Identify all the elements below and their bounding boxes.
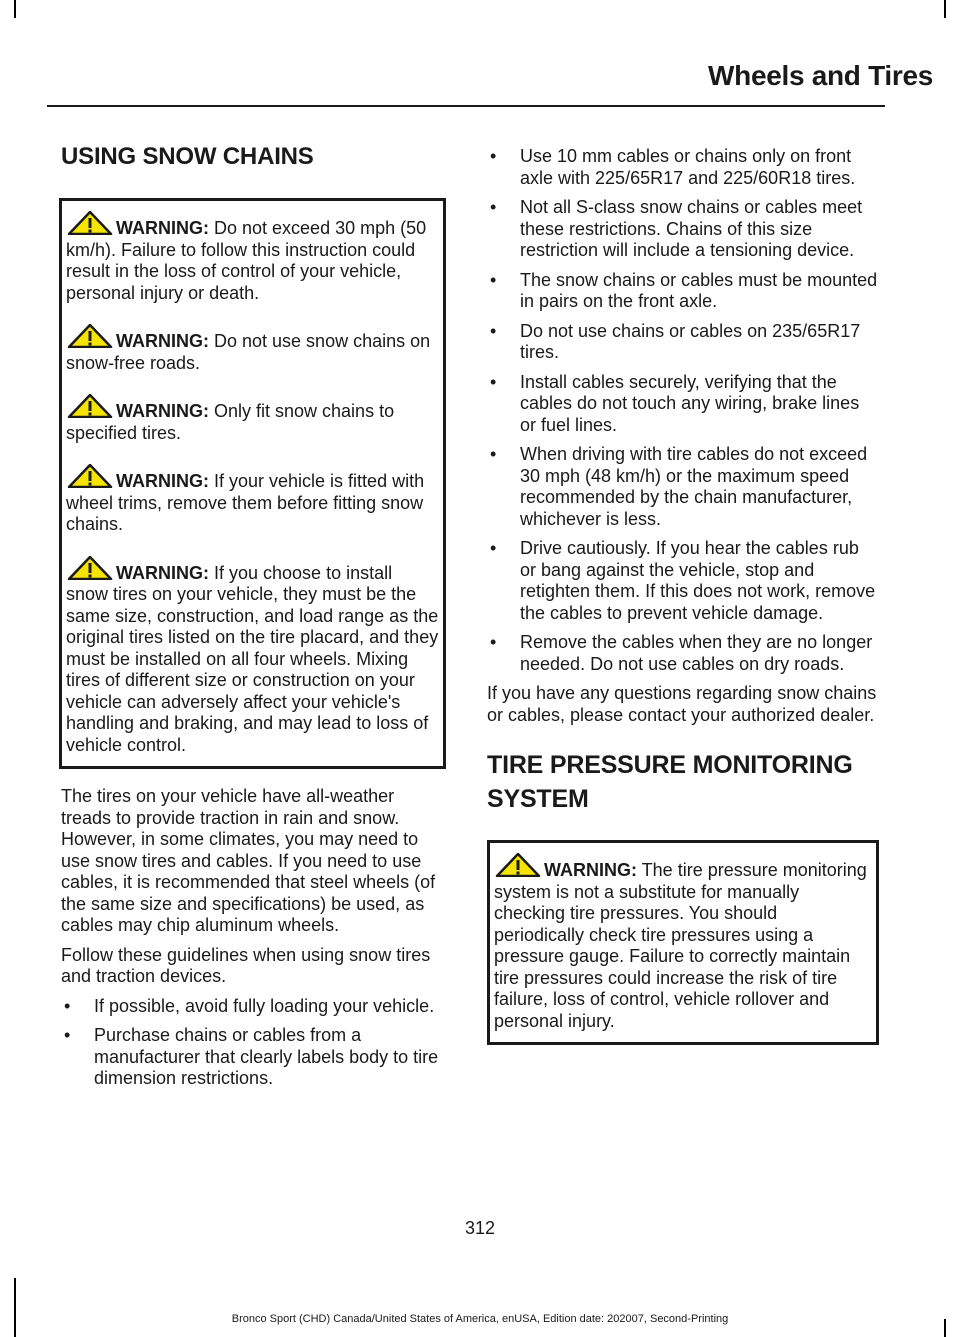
warning-triangle-icon: [66, 394, 114, 418]
crop-mark-top-left: [14, 0, 16, 18]
warning-label: WARNING:: [116, 471, 209, 491]
warning-text: If your vehicle is fitted with wheel trims, remove them before fitting snow chains.: [66, 471, 425, 534]
section-heading-snow-chains: USING SNOW CHAINS: [61, 143, 314, 170]
warning-triangle-icon: [66, 324, 114, 348]
warning-tpms: [494, 853, 872, 1032]
list-item: • Drive cautiously. If you hear the cables rub or bang against the vehicle, stop and retighten them. If this does not work, remove the cables to prevent vehicle damage.: [487, 538, 879, 624]
tpms-warning-box: [487, 840, 879, 1045]
warning-text: Do not exceed 30 mph (50 km/h). Failure to follow this instruction could result in the loss of control of your vehicle, personal injury or death.: [66, 218, 427, 303]
list-item: • Remove the cables when they are no longer needed. Do not use cables on dry roads.: [487, 632, 879, 675]
paragraph-all-weather-treads: The tires on your vehicle have all-weather treads to provide traction in rain and snow. However, in some climates, you may need to use snow tires and cables. If you need to use cables, it is recommended that steel wheels (of the same size and specifications) be used, as cables may chip aluminum wheels.: [61, 786, 436, 935]
warning-text: If you choose to install snow tires on your vehicle, they must be the same size, construction, and load range as the original tires listed on the tire placard, and they must be installed on all four wheels. Mixing tires of different size or construction on your vehicle can adversely affect your vehicle's handling and braking, and may lead to loss of vehicle control.: [66, 562, 439, 755]
guidelines-list-right: [487, 146, 879, 675]
warning-triangle-icon: [66, 211, 114, 235]
list-item: • Install cables securely, verifying that the cables do not touch any wiring, brake lines or fuel lines.: [487, 372, 879, 437]
section-heading-tpms: TIRE PRESSURE MONITORING SYSTEM: [487, 751, 853, 813]
paragraph-contact-dealer: If you have any questions regarding snow chains or cables, please contact your authorized dealer.: [487, 683, 877, 725]
warning-triangle-icon: [494, 853, 542, 877]
right-column: [487, 146, 879, 1045]
page-footer: Bronco Sport (CHD) Canada/United States of America, enUSA, Edition date: 202007, Second-Printing: [231, 1313, 729, 1325]
header-divider: [47, 105, 885, 107]
left-column: [61, 140, 446, 1090]
list-item: • The snow chains or cables must be mounted in pairs on the front axle.: [487, 270, 879, 313]
list-item: • Purchase chains or cables from a manufacturer that clearly labels body to tire dimension restrictions.: [61, 1025, 446, 1090]
warning-label: WARNING:: [116, 562, 209, 583]
warning-triangle-icon: [66, 464, 114, 488]
list-item: • If possible, avoid fully loading your vehicle.: [61, 996, 446, 1018]
warning-label: WARNING:: [116, 401, 209, 421]
list-item: • Use 10 mm cables or chains only on front axle with 225/65R17 and 225/60R18 tires.: [487, 146, 879, 189]
warning-text: Only fit snow chains to specified tires.: [66, 401, 395, 443]
list-item: • When driving with tire cables do not exceed 30 mph (48 km/h) or the maximum speed recommended by the chain manufacturer, whichever is less.: [487, 444, 879, 530]
paragraph-guidelines: Follow these guidelines when using snow tires and traction devices.: [61, 944, 431, 986]
warning-snow-free-roads: [66, 324, 439, 374]
snow-chains-warning-box: [59, 198, 446, 769]
warning-label: WARNING:: [116, 218, 209, 238]
list-item: • Not all S-class snow chains or cables meet these restrictions. Chains of this size restriction will include a tensioning device.: [487, 197, 879, 262]
warning-snow-tires: [66, 556, 439, 757]
warning-speed: [66, 211, 439, 304]
page-number: 312: [464, 1218, 496, 1238]
warning-specified-tires: [66, 394, 439, 444]
page-header-title: Wheels and Tires: [708, 60, 933, 91]
crop-mark-top-right: [944, 0, 946, 18]
list-item: • Do not use chains or cables on 235/65R17 tires.: [487, 321, 879, 364]
warning-label: WARNING:: [544, 860, 637, 880]
warning-triangle-icon: [66, 556, 114, 580]
warning-wheel-trims: [66, 464, 439, 536]
warning-label: WARNING:: [116, 331, 209, 351]
guidelines-list-left: [61, 996, 446, 1090]
warning-text: Do not use snow chains on snow-free roads.: [66, 331, 431, 373]
warning-text: The tire pressure monitoring system is not a substitute for manually checking tire pressures. You should periodically check tire pressures using a pressure gauge. Failure to correctly maintain tire pressures could increase the risk of tire failure, loss of control, vehicle rollover and personal injury.: [494, 860, 867, 1031]
